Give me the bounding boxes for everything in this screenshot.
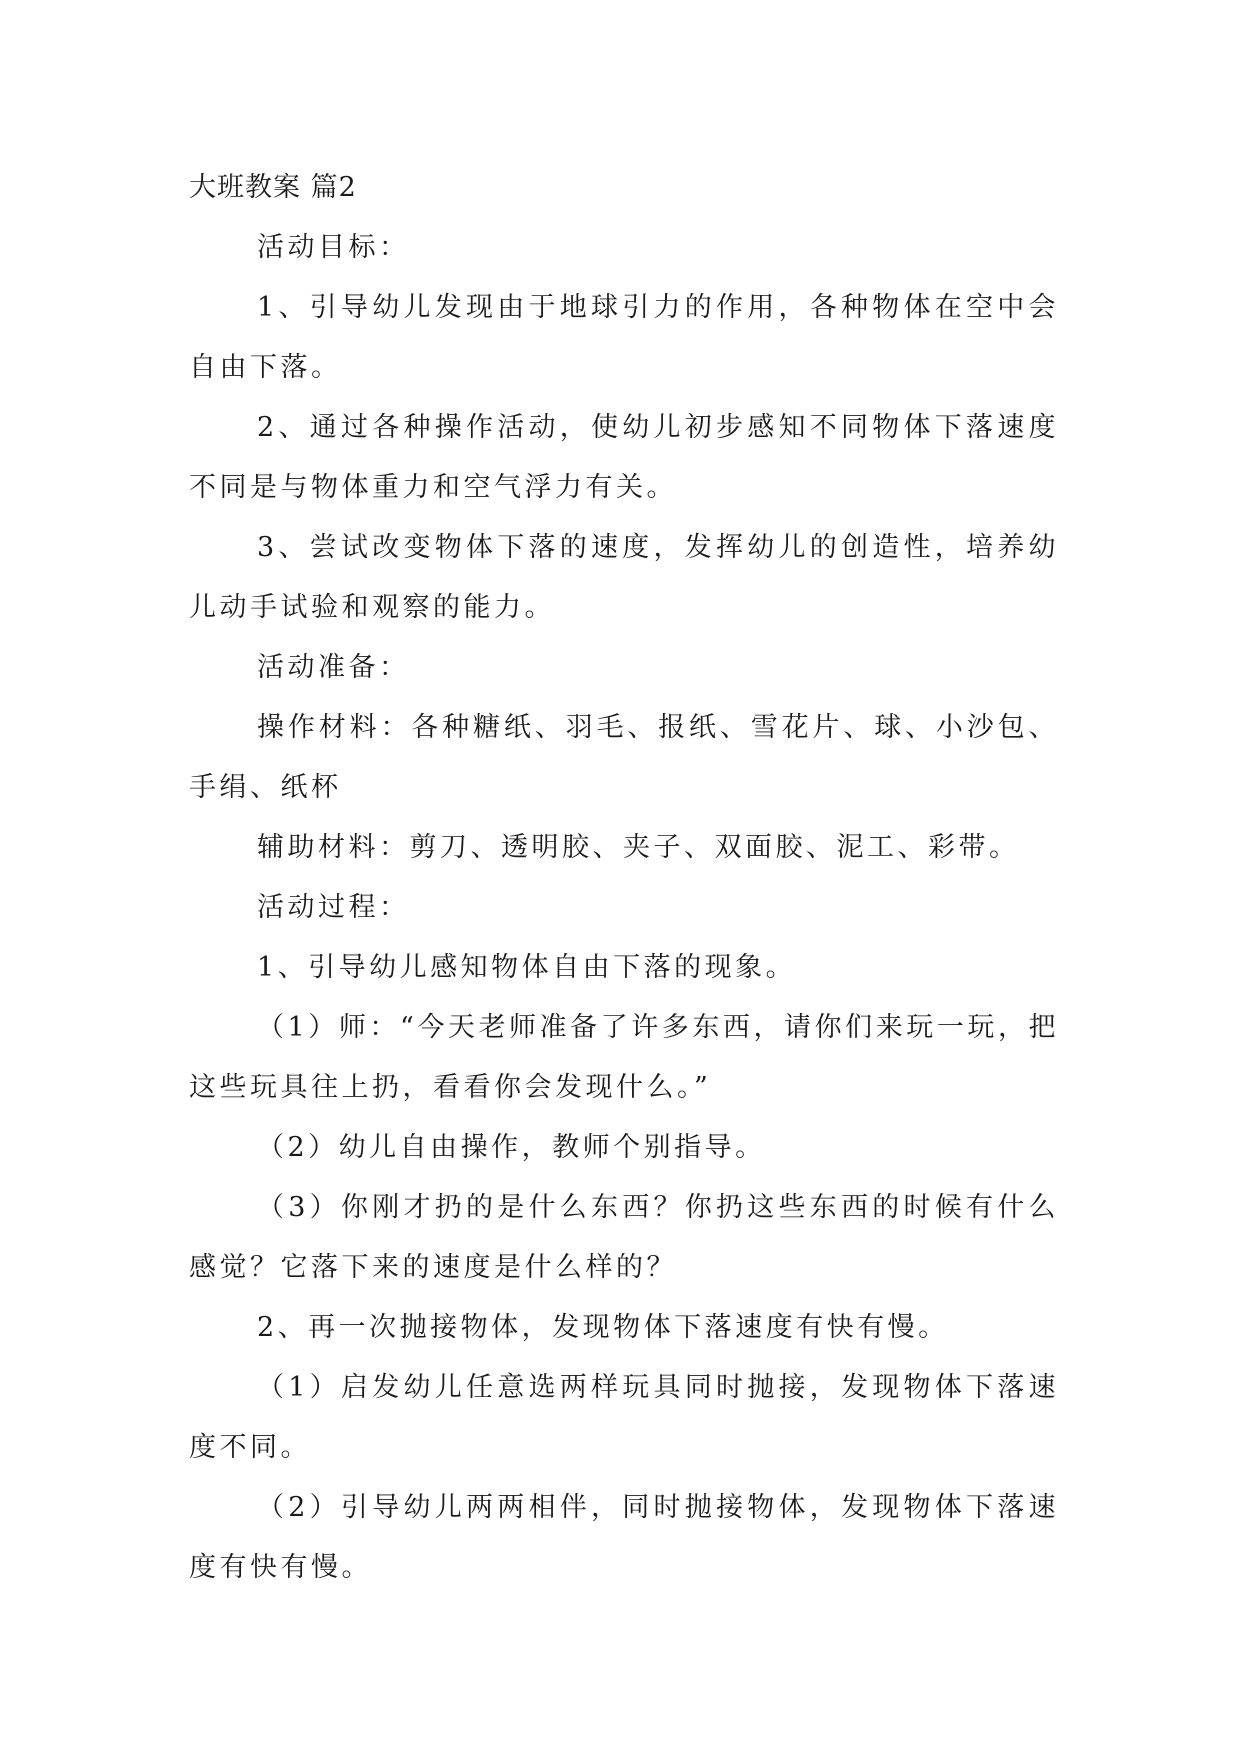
section-heading-preparation: 活动准备： [257, 652, 410, 683]
process-step-1: 1、引导幼儿感知物体自由下落的现象。 [257, 952, 797, 983]
goal-item-2: 2、通过各种操作活动，使幼儿初步感知不同物体下落速度不同是与物体重力和空气浮力有关。 [189, 412, 1059, 503]
process-step-1-1: （1）师：“今天老师准备了许多东西，请你们来玩一玩，把这些玩具往上扔，看看你会发现什么。” [189, 1012, 1059, 1103]
process-step-2-2: （2）引导幼儿两两相伴，同时抛接物体，发现物体下落速度有快有慢。 [189, 1492, 1059, 1583]
process-step-1-3: （3）你刚才扔的是什么东西？你扔这些东西的时候有什么感觉？它落下来的速度是什么样的？ [189, 1192, 1059, 1283]
document-title: 大班教案 篇2 [189, 172, 357, 203]
process-step-2-1: （1）启发幼儿任意选两样玩具同时抛接，发现物体下落速度不同。 [189, 1372, 1059, 1463]
document-page [189, 158, 1059, 1598]
section-heading-process: 活动过程： [257, 892, 410, 923]
process-step-2: 2、再一次抛接物体，发现物体下落速度有快有慢。 [257, 1312, 949, 1343]
materials-operation: 操作材料：各种糖纸、羽毛、报纸、雪花片、球、小沙包、手绢、纸杯 [189, 712, 1059, 803]
section-heading-goals: 活动目标： [257, 232, 410, 263]
goal-item-3: 3、尝试改变物体下落的速度，发挥幼儿的创造性，培养幼儿动手试验和观察的能力。 [189, 532, 1059, 623]
process-step-1-2: （2）幼儿自由操作，教师个别指导。 [257, 1132, 766, 1163]
materials-auxiliary: 辅助材料：剪刀、透明胶、夹子、双面胶、泥工、彩带。 [257, 832, 1020, 863]
goal-item-1: 1、引导幼儿发现由于地球引力的作用，各种物体在空中会自由下落。 [189, 292, 1059, 383]
